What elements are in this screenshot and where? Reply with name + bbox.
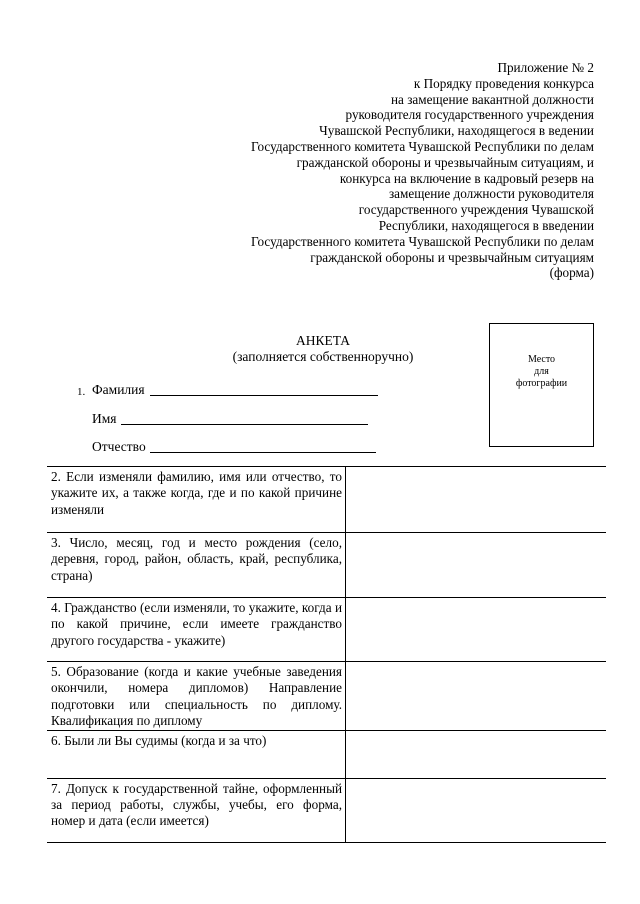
patronymic-label: Отчество [92, 439, 146, 454]
appendix-header [174, 60, 594, 281]
patronymic-underline[interactable] [150, 452, 376, 453]
table-row [47, 662, 606, 731]
question-cell: 6. Были ли Вы судимы (когда и за что) [47, 730, 346, 778]
appendix-line: Чувашской Республики, находящегося в ведении [319, 123, 594, 139]
photo-label-line: для [534, 366, 549, 377]
photo-label-line: Место [527, 354, 556, 365]
name-underline[interactable] [121, 424, 368, 425]
appendix-line: к Порядку проведения конкурса [413, 75, 594, 91]
answer-cell[interactable] [346, 467, 607, 533]
table-row [47, 598, 606, 662]
patronymic-field[interactable] [92, 439, 146, 455]
appendix-line: (форма) [549, 265, 594, 281]
answer-cell[interactable] [346, 662, 607, 731]
question-cell: 7. Допуск к государственной тайне, оформленный за период работы, службы, учебы, его форма, номер и дата (если имеется) [47, 778, 346, 842]
answer-cell[interactable] [346, 533, 607, 598]
questionnaire-table [47, 466, 606, 843]
appendix-line: конкурса на включение в кадровый резерв на [339, 170, 594, 186]
table-row [47, 778, 606, 842]
form-subtitle: (заполняется собственноручно) [232, 349, 414, 364]
appendix-line: государственного учреждения Чувашской [358, 202, 594, 218]
appendix-line: замещение должности руководителя [388, 186, 594, 202]
question-cell: 3. Число, месяц, год и место рождения (село, деревня, город, район, область, край, республика, страна) [47, 533, 346, 598]
appendix-line: Республики, находящегося в введении [378, 217, 594, 233]
field-number: 1. [77, 386, 86, 398]
table-row [47, 533, 606, 598]
appendix-line: Государственного комитета Чувашской Республики по делам [251, 138, 594, 154]
form-title: АНКЕТА [295, 333, 351, 348]
appendix-line: Приложение № 2 [497, 60, 594, 75]
appendix-line: гражданской обороны и чрезвычайным ситуациям, и [296, 154, 594, 170]
appendix-line: руководителя государственного учреждения [345, 107, 594, 123]
question-cell: 5. Образование (когда и какие учебные заведения окончили, номера дипломов) Направление подготовки или специальность по диплому. Квалификация по диплому [47, 662, 346, 731]
surname-underline[interactable] [150, 395, 378, 396]
question-cell: 2. Если изменяли фамилию, имя или отчество, то укажите их, а также когда, где и по какой причине изменяли [47, 467, 346, 533]
answer-cell[interactable] [346, 778, 607, 842]
appendix-line: Государственного комитета Чувашской Республики по делам [251, 233, 594, 249]
name-label: Имя [92, 411, 117, 426]
appendix-line: гражданской обороны и чрезвычайным ситуациям [310, 249, 594, 265]
form-heading [218, 333, 428, 365]
photo-placeholder [489, 323, 594, 447]
appendix-line: на замещение вакантной должности [390, 91, 594, 107]
answer-cell[interactable] [346, 598, 607, 662]
question-cell: 4. Гражданство (если изменяли, то укажите, когда и по какой причине, если имеете гражданство другого государства - укажите) [47, 598, 346, 662]
surname-field[interactable] [77, 382, 145, 398]
table-row [47, 467, 606, 533]
answer-cell[interactable] [346, 730, 607, 778]
surname-label: Фамилия [92, 382, 145, 397]
table-row [47, 730, 606, 778]
photo-label-line: фотографии [515, 378, 568, 389]
name-field[interactable] [92, 411, 117, 427]
